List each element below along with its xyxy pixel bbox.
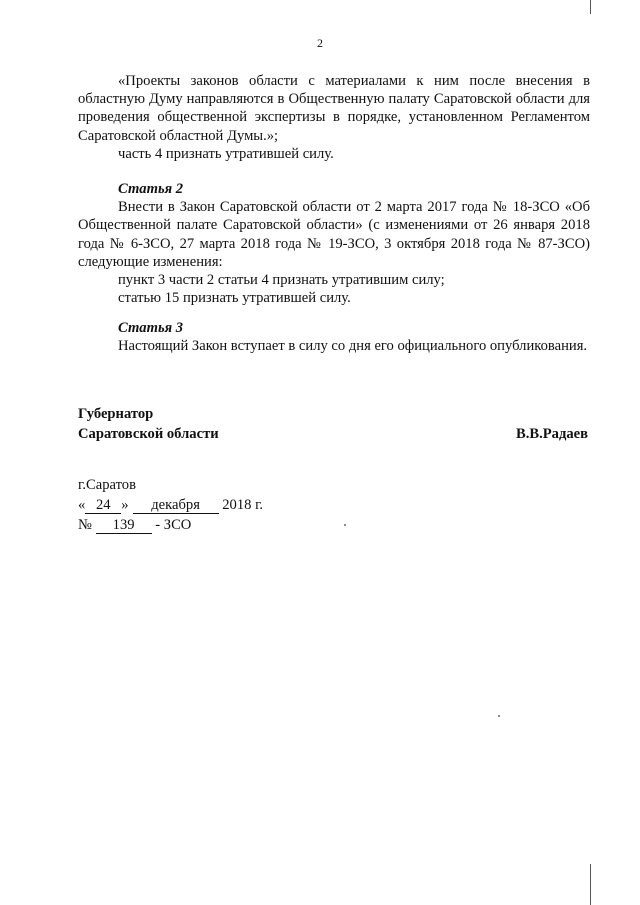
amendment-quote-paragraph: «Проекты законов области с материалами к ним после внесения в областную Думу направляются в Общественную палату Саратовской области для проведения общественной экспертизы в порядке, установленном Регламентом Саратовской областной Думы.»; (78, 73, 590, 144)
amendment-repeal-paragraph: часть 4 признать утратившей силу. (118, 145, 334, 162)
law-number-value: 139 (96, 518, 152, 534)
article-2-item-1: пункт 3 части 2 статьи 4 признать утратившим силу; (118, 272, 445, 289)
page-number: 2 (317, 36, 323, 50)
signatory-name: В.В.Радаев (515, 426, 588, 442)
date-line (78, 495, 263, 515)
date-month: декабря (133, 498, 219, 514)
place-date-number-block (78, 475, 263, 535)
scan-edge-mark (590, 864, 591, 905)
article-3-heading: Статья 3 (118, 320, 184, 336)
article-2-intro: Внести в Закон Саратовской области от 2 марта 2017 года № 18-ЗСО «Об Общественной палате Саратовской области» (с изменениями от 26 января 2018 года № 6-ЗСО, 27 марта 2018 года № 19-ЗСО, 3 октября 2018 года № 87-ЗСО) следующие изменения: (78, 199, 590, 270)
law-number-suffix: - ЗСО (155, 517, 192, 533)
date-year: 2018 г. (222, 497, 264, 513)
law-number-line (78, 515, 263, 535)
scan-speck (344, 524, 346, 526)
scan-speck (498, 715, 500, 717)
scan-edge-mark (590, 0, 591, 14)
law-number-prefix: № (78, 517, 92, 533)
date-open-quote: « (78, 497, 86, 513)
article-3 (78, 319, 590, 355)
date-day: 24 (85, 498, 121, 514)
signatory-title-line-1: Губернатор (78, 406, 154, 422)
article-3-text: Настоящий Закон вступает в силу со дня его официального опубликования. (118, 338, 588, 355)
signature-block (78, 404, 588, 444)
date-close-quote: » (121, 497, 129, 513)
city-line: г.Саратов (78, 477, 136, 493)
article-2 (78, 180, 590, 307)
article-2-heading: Статья 2 (118, 181, 184, 197)
signatory-title-line-2: Саратовской области (78, 426, 219, 442)
article-2-item-2: статью 15 признать утратившей силу. (118, 290, 351, 307)
section-amendment-text (78, 72, 590, 163)
